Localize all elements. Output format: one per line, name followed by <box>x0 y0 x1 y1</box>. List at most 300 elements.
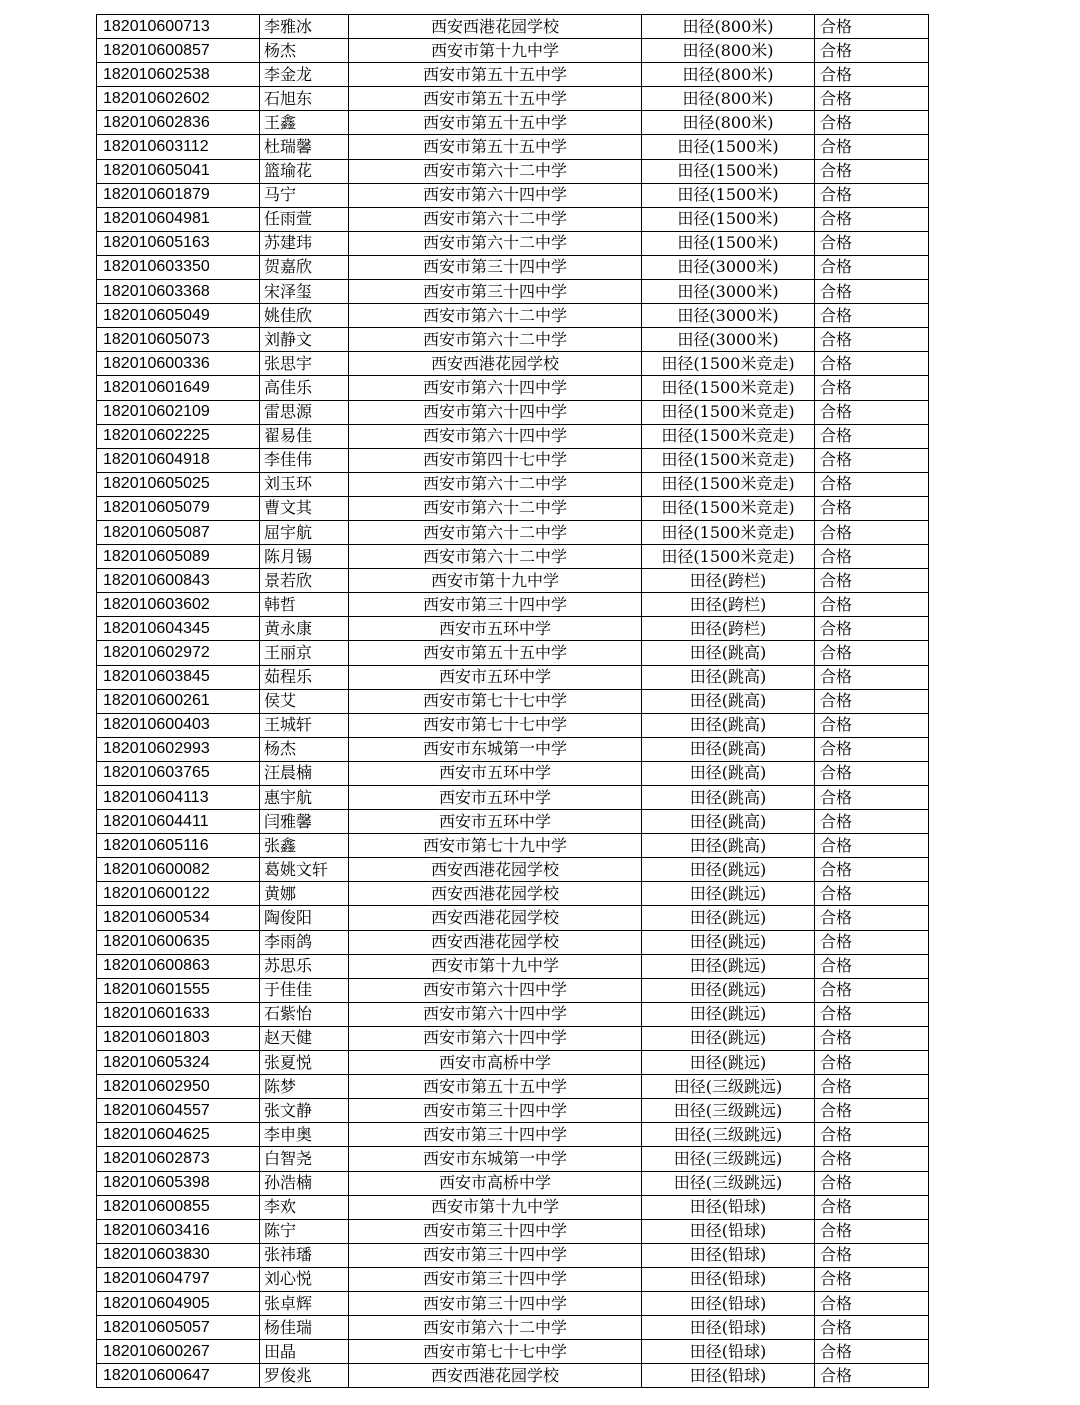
result-cell: 合格 <box>815 231 929 255</box>
school-cell: 西安市第六十二中学 <box>349 545 642 569</box>
student-name-cell: 孙浩楠 <box>260 1171 349 1195</box>
table-row <box>97 1267 929 1291</box>
event-cell: 田径(800米) <box>642 111 815 135</box>
student-name-cell: 汪晨楠 <box>260 761 349 785</box>
student-name-cell: 李申奥 <box>260 1123 349 1147</box>
event-cell: 田径(3000米) <box>642 304 815 328</box>
school-cell: 西安市第六十二中学 <box>349 496 642 520</box>
school-cell: 西安市第六十二中学 <box>349 304 642 328</box>
student-id-cell: 182010600261 <box>97 689 260 713</box>
student-name-cell: 李雨鸽 <box>260 930 349 954</box>
student-id-cell: 182010605324 <box>97 1051 260 1075</box>
event-cell: 田径(跳远) <box>642 906 815 930</box>
result-cell: 合格 <box>815 954 929 978</box>
student-id-cell: 182010604905 <box>97 1291 260 1315</box>
student-id-cell: 182010605057 <box>97 1316 260 1340</box>
event-cell: 田径(铅球) <box>642 1195 815 1219</box>
result-cell: 合格 <box>815 400 929 424</box>
student-name-cell: 石紫怡 <box>260 1002 349 1026</box>
event-cell: 田径(1500米竞走) <box>642 496 815 520</box>
student-id-cell: 182010600635 <box>97 930 260 954</box>
table-row <box>97 569 929 593</box>
event-cell: 田径(铅球) <box>642 1267 815 1291</box>
result-cell: 合格 <box>815 1316 929 1340</box>
result-cell: 合格 <box>815 255 929 279</box>
result-cell: 合格 <box>815 328 929 352</box>
student-id-cell: 182010601649 <box>97 376 260 400</box>
student-name-cell: 李欢 <box>260 1195 349 1219</box>
event-cell: 田径(1500米竞走) <box>642 545 815 569</box>
student-name-cell: 王鑫 <box>260 111 349 135</box>
student-id-cell: 182010605041 <box>97 159 260 183</box>
student-name-cell: 白智尧 <box>260 1147 349 1171</box>
school-cell: 西安市第六十四中学 <box>349 1026 642 1050</box>
result-cell: 合格 <box>815 424 929 448</box>
event-cell: 田径(跨栏) <box>642 617 815 641</box>
event-cell: 田径(铅球) <box>642 1340 815 1364</box>
table-row <box>97 1316 929 1340</box>
table-row <box>97 978 929 1002</box>
student-name-cell: 刘静文 <box>260 328 349 352</box>
result-cell: 合格 <box>815 304 929 328</box>
table-row <box>97 400 929 424</box>
table-row <box>97 1051 929 1075</box>
table-row <box>97 1340 929 1364</box>
result-cell: 合格 <box>815 1099 929 1123</box>
table-row <box>97 87 929 111</box>
table-row <box>97 183 929 207</box>
school-cell: 西安市第六十四中学 <box>349 376 642 400</box>
table-row <box>97 810 929 834</box>
table-row <box>97 665 929 689</box>
school-cell: 西安市第十九中学 <box>349 39 642 63</box>
student-name-cell: 陈宁 <box>260 1219 349 1243</box>
student-id-cell: 182010602950 <box>97 1075 260 1099</box>
event-cell: 田径(跳高) <box>642 641 815 665</box>
table-row <box>97 352 929 376</box>
student-name-cell: 赵天健 <box>260 1026 349 1050</box>
table-row <box>97 255 929 279</box>
event-cell: 田径(1500米竞走) <box>642 352 815 376</box>
student-id-cell: 182010602109 <box>97 400 260 424</box>
student-id-cell: 182010602538 <box>97 63 260 87</box>
student-name-cell: 雷思源 <box>260 400 349 424</box>
student-id-cell: 182010605025 <box>97 472 260 496</box>
result-cell: 合格 <box>815 63 929 87</box>
student-id-cell: 182010600267 <box>97 1340 260 1364</box>
student-name-cell: 贺嘉欣 <box>260 255 349 279</box>
student-id-cell: 182010600713 <box>97 15 260 39</box>
result-cell: 合格 <box>815 1195 929 1219</box>
student-id-cell: 182010604113 <box>97 786 260 810</box>
event-cell: 田径(800米) <box>642 15 815 39</box>
student-name-cell: 苏思乐 <box>260 954 349 978</box>
table-row <box>97 713 929 737</box>
student-id-cell: 182010605087 <box>97 520 260 544</box>
results-table <box>96 14 929 1388</box>
event-cell: 田径(跳高) <box>642 737 815 761</box>
table-row <box>97 954 929 978</box>
table-row <box>97 448 929 472</box>
table-row <box>97 376 929 400</box>
table-row <box>97 858 929 882</box>
student-name-cell: 陈月锡 <box>260 545 349 569</box>
event-cell: 田径(1500米) <box>642 159 815 183</box>
student-name-cell: 张祎璠 <box>260 1243 349 1267</box>
student-id-cell: 182010602836 <box>97 111 260 135</box>
school-cell: 西安市五环中学 <box>349 665 642 689</box>
student-name-cell: 杨佳瑞 <box>260 1316 349 1340</box>
result-cell: 合格 <box>815 858 929 882</box>
table-row <box>97 761 929 785</box>
student-id-cell: 182010600843 <box>97 569 260 593</box>
school-cell: 西安市五环中学 <box>349 617 642 641</box>
result-cell: 合格 <box>815 978 929 1002</box>
student-name-cell: 黄永康 <box>260 617 349 641</box>
result-cell: 合格 <box>815 906 929 930</box>
student-name-cell: 茹程乐 <box>260 665 349 689</box>
result-cell: 合格 <box>815 545 929 569</box>
table-row <box>97 328 929 352</box>
student-id-cell: 182010603112 <box>97 135 260 159</box>
event-cell: 田径(跳远) <box>642 1002 815 1026</box>
student-id-cell: 182010601803 <box>97 1026 260 1050</box>
student-id-cell: 182010605398 <box>97 1171 260 1195</box>
student-id-cell: 182010605116 <box>97 834 260 858</box>
student-id-cell: 182010604345 <box>97 617 260 641</box>
table-row <box>97 641 929 665</box>
school-cell: 西安市第三十四中学 <box>349 1291 642 1315</box>
school-cell: 西安市第五十五中学 <box>349 641 642 665</box>
student-name-cell: 篮瑜花 <box>260 159 349 183</box>
event-cell: 田径(铅球) <box>642 1291 815 1315</box>
event-cell: 田径(跳高) <box>642 761 815 785</box>
school-cell: 西安市第三十四中学 <box>349 1123 642 1147</box>
event-cell: 田径(3000米) <box>642 328 815 352</box>
school-cell: 西安市五环中学 <box>349 810 642 834</box>
student-name-cell: 韩哲 <box>260 593 349 617</box>
student-id-cell: 182010604981 <box>97 207 260 231</box>
event-cell: 田径(1500米) <box>642 207 815 231</box>
event-cell: 田径(跳远) <box>642 882 815 906</box>
table-row <box>97 39 929 63</box>
school-cell: 西安西港花园学校 <box>349 1364 642 1388</box>
table-row <box>97 135 929 159</box>
school-cell: 西安市第六十二中学 <box>349 472 642 496</box>
student-id-cell: 182010600647 <box>97 1364 260 1388</box>
student-name-cell: 宋泽玺 <box>260 280 349 304</box>
student-id-cell: 182010605163 <box>97 231 260 255</box>
table-row <box>97 280 929 304</box>
event-cell: 田径(跨栏) <box>642 593 815 617</box>
school-cell: 西安市第五十五中学 <box>349 1075 642 1099</box>
student-name-cell: 张思宇 <box>260 352 349 376</box>
student-id-cell: 182010602873 <box>97 1147 260 1171</box>
school-cell: 西安市第六十四中学 <box>349 183 642 207</box>
result-cell: 合格 <box>815 448 929 472</box>
student-name-cell: 刘心悦 <box>260 1267 349 1291</box>
table-row <box>97 737 929 761</box>
student-name-cell: 葛姚文轩 <box>260 858 349 882</box>
table-row <box>97 63 929 87</box>
student-id-cell: 182010605079 <box>97 496 260 520</box>
school-cell: 西安市第六十四中学 <box>349 1002 642 1026</box>
event-cell: 田径(1500米竞走) <box>642 424 815 448</box>
event-cell: 田径(铅球) <box>642 1243 815 1267</box>
school-cell: 西安市五环中学 <box>349 786 642 810</box>
result-cell: 合格 <box>815 930 929 954</box>
table-row <box>97 1364 929 1388</box>
student-name-cell: 黄娜 <box>260 882 349 906</box>
result-cell: 合格 <box>815 183 929 207</box>
student-id-cell: 182010602225 <box>97 424 260 448</box>
student-name-cell: 惠宇航 <box>260 786 349 810</box>
event-cell: 田径(跨栏) <box>642 569 815 593</box>
school-cell: 西安市第六十二中学 <box>349 520 642 544</box>
student-name-cell: 李雅冰 <box>260 15 349 39</box>
student-id-cell: 182010603368 <box>97 280 260 304</box>
student-id-cell: 182010603845 <box>97 665 260 689</box>
student-id-cell: 182010605073 <box>97 328 260 352</box>
school-cell: 西安市第三十四中学 <box>349 1267 642 1291</box>
event-cell: 田径(800米) <box>642 87 815 111</box>
student-name-cell: 刘玉环 <box>260 472 349 496</box>
result-cell: 合格 <box>815 376 929 400</box>
student-name-cell: 杜瑞馨 <box>260 135 349 159</box>
school-cell: 西安西港花园学校 <box>349 930 642 954</box>
school-cell: 西安市第三十四中学 <box>349 255 642 279</box>
student-name-cell: 景若欣 <box>260 569 349 593</box>
table-row <box>97 1219 929 1243</box>
student-id-cell: 182010600857 <box>97 39 260 63</box>
school-cell: 西安市东城第一中学 <box>349 737 642 761</box>
result-cell: 合格 <box>815 15 929 39</box>
event-cell: 田径(1500米竞走) <box>642 520 815 544</box>
table-row <box>97 545 929 569</box>
event-cell: 田径(跳远) <box>642 930 815 954</box>
student-name-cell: 田晶 <box>260 1340 349 1364</box>
table-row <box>97 1195 929 1219</box>
table-row <box>97 1026 929 1050</box>
event-cell: 田径(800米) <box>642 63 815 87</box>
result-cell: 合格 <box>815 713 929 737</box>
student-id-cell: 182010604411 <box>97 810 260 834</box>
event-cell: 田径(800米) <box>642 39 815 63</box>
student-id-cell: 182010604557 <box>97 1099 260 1123</box>
result-cell: 合格 <box>815 1340 929 1364</box>
event-cell: 田径(3000米) <box>642 280 815 304</box>
result-cell: 合格 <box>815 665 929 689</box>
student-id-cell: 182010604625 <box>97 1123 260 1147</box>
school-cell: 西安市五环中学 <box>349 761 642 785</box>
event-cell: 田径(跳远) <box>642 978 815 1002</box>
result-cell: 合格 <box>815 786 929 810</box>
table-row <box>97 882 929 906</box>
result-cell: 合格 <box>815 111 929 135</box>
school-cell: 西安市第三十四中学 <box>349 1099 642 1123</box>
event-cell: 田径(3000米) <box>642 255 815 279</box>
event-cell: 田径(1500米) <box>642 183 815 207</box>
event-cell: 田径(铅球) <box>642 1364 815 1388</box>
event-cell: 田径(跳高) <box>642 689 815 713</box>
result-cell: 合格 <box>815 761 929 785</box>
result-cell: 合格 <box>815 882 929 906</box>
student-id-cell: 182010600855 <box>97 1195 260 1219</box>
result-cell: 合格 <box>815 1243 929 1267</box>
school-cell: 西安市第六十二中学 <box>349 231 642 255</box>
result-cell: 合格 <box>815 617 929 641</box>
result-cell: 合格 <box>815 1267 929 1291</box>
result-cell: 合格 <box>815 641 929 665</box>
event-cell: 田径(跳远) <box>642 858 815 882</box>
school-cell: 西安西港花园学校 <box>349 882 642 906</box>
student-id-cell: 182010602993 <box>97 737 260 761</box>
student-name-cell: 石旭东 <box>260 87 349 111</box>
event-cell: 田径(跳远) <box>642 1051 815 1075</box>
school-cell: 西安市第七十七中学 <box>349 1340 642 1364</box>
result-cell: 合格 <box>815 159 929 183</box>
table-row <box>97 1075 929 1099</box>
student-id-cell: 182010604797 <box>97 1267 260 1291</box>
student-name-cell: 高佳乐 <box>260 376 349 400</box>
event-cell: 田径(三级跳远) <box>642 1171 815 1195</box>
school-cell: 西安西港花园学校 <box>349 906 642 930</box>
student-id-cell: 182010600336 <box>97 352 260 376</box>
table-row <box>97 1099 929 1123</box>
table-row <box>97 472 929 496</box>
student-name-cell: 侯艾 <box>260 689 349 713</box>
student-name-cell: 张卓辉 <box>260 1291 349 1315</box>
table-row <box>97 1002 929 1026</box>
school-cell: 西安市第十九中学 <box>349 569 642 593</box>
school-cell: 西安市第四十七中学 <box>349 448 642 472</box>
event-cell: 田径(跳远) <box>642 954 815 978</box>
school-cell: 西安市第六十四中学 <box>349 978 642 1002</box>
student-name-cell: 张夏悦 <box>260 1051 349 1075</box>
student-name-cell: 王城轩 <box>260 713 349 737</box>
event-cell: 田径(1500米) <box>642 135 815 159</box>
event-cell: 田径(三级跳远) <box>642 1099 815 1123</box>
school-cell: 西安市第三十四中学 <box>349 280 642 304</box>
event-cell: 田径(1500米) <box>642 231 815 255</box>
result-cell: 合格 <box>815 569 929 593</box>
table-row <box>97 424 929 448</box>
school-cell: 西安市第六十四中学 <box>349 400 642 424</box>
student-id-cell: 182010601879 <box>97 183 260 207</box>
school-cell: 西安市第五十五中学 <box>349 135 642 159</box>
table-row <box>97 304 929 328</box>
table-row <box>97 231 929 255</box>
school-cell: 西安市第五十五中学 <box>349 63 642 87</box>
student-name-cell: 屈宇航 <box>260 520 349 544</box>
student-name-cell: 翟易佳 <box>260 424 349 448</box>
table-row <box>97 159 929 183</box>
school-cell: 西安市第三十四中学 <box>349 1219 642 1243</box>
table-row <box>97 1171 929 1195</box>
event-cell: 田径(三级跳远) <box>642 1123 815 1147</box>
student-name-cell: 闫雅馨 <box>260 810 349 834</box>
result-cell: 合格 <box>815 39 929 63</box>
table-row <box>97 1123 929 1147</box>
table-row <box>97 689 929 713</box>
school-cell: 西安市第十九中学 <box>349 954 642 978</box>
result-cell: 合格 <box>815 135 929 159</box>
event-cell: 田径(跳高) <box>642 786 815 810</box>
school-cell: 西安市第七十七中学 <box>349 713 642 737</box>
student-name-cell: 马宁 <box>260 183 349 207</box>
event-cell: 田径(1500米竞走) <box>642 376 815 400</box>
result-cell: 合格 <box>815 1171 929 1195</box>
result-cell: 合格 <box>815 1002 929 1026</box>
school-cell: 西安市第六十二中学 <box>349 159 642 183</box>
table-row <box>97 834 929 858</box>
result-cell: 合格 <box>815 207 929 231</box>
student-name-cell: 李金龙 <box>260 63 349 87</box>
student-id-cell: 182010603602 <box>97 593 260 617</box>
student-name-cell: 王丽京 <box>260 641 349 665</box>
school-cell: 西安市第六十二中学 <box>349 207 642 231</box>
student-name-cell: 陶俊阳 <box>260 906 349 930</box>
table-row <box>97 786 929 810</box>
student-name-cell: 于佳佳 <box>260 978 349 1002</box>
table-row <box>97 15 929 39</box>
table-row <box>97 520 929 544</box>
student-id-cell: 182010602602 <box>97 87 260 111</box>
school-cell: 西安市第三十四中学 <box>349 593 642 617</box>
student-name-cell: 姚佳欣 <box>260 304 349 328</box>
school-cell: 西安市第十九中学 <box>349 1195 642 1219</box>
school-cell: 西安市第六十二中学 <box>349 328 642 352</box>
student-name-cell: 李佳伟 <box>260 448 349 472</box>
result-cell: 合格 <box>815 1123 929 1147</box>
event-cell: 田径(跳高) <box>642 713 815 737</box>
table-row <box>97 617 929 641</box>
result-cell: 合格 <box>815 1026 929 1050</box>
student-id-cell: 182010600082 <box>97 858 260 882</box>
event-cell: 田径(1500米竞走) <box>642 400 815 424</box>
event-cell: 田径(跳高) <box>642 665 815 689</box>
student-id-cell: 182010604918 <box>97 448 260 472</box>
result-cell: 合格 <box>815 810 929 834</box>
school-cell: 西安市第六十二中学 <box>349 1316 642 1340</box>
table-row <box>97 930 929 954</box>
result-cell: 合格 <box>815 352 929 376</box>
student-name-cell: 杨杰 <box>260 39 349 63</box>
student-name-cell: 陈梦 <box>260 1075 349 1099</box>
table-row <box>97 207 929 231</box>
table-row <box>97 1291 929 1315</box>
result-cell: 合格 <box>815 689 929 713</box>
school-cell: 西安西港花园学校 <box>349 858 642 882</box>
school-cell: 西安市高桥中学 <box>349 1171 642 1195</box>
student-name-cell: 杨杰 <box>260 737 349 761</box>
student-id-cell: 182010600863 <box>97 954 260 978</box>
event-cell: 田径(1500米竞走) <box>642 448 815 472</box>
student-id-cell: 182010601633 <box>97 1002 260 1026</box>
student-name-cell: 张鑫 <box>260 834 349 858</box>
school-cell: 西安市高桥中学 <box>349 1051 642 1075</box>
result-cell: 合格 <box>815 520 929 544</box>
result-cell: 合格 <box>815 472 929 496</box>
school-cell: 西安市第三十四中学 <box>349 1243 642 1267</box>
school-cell: 西安市第五十五中学 <box>349 111 642 135</box>
school-cell: 西安市第五十五中学 <box>349 87 642 111</box>
event-cell: 田径(跳远) <box>642 1026 815 1050</box>
result-cell: 合格 <box>815 1051 929 1075</box>
event-cell: 田径(铅球) <box>642 1316 815 1340</box>
event-cell: 田径(三级跳远) <box>642 1075 815 1099</box>
student-name-cell: 张文静 <box>260 1099 349 1123</box>
